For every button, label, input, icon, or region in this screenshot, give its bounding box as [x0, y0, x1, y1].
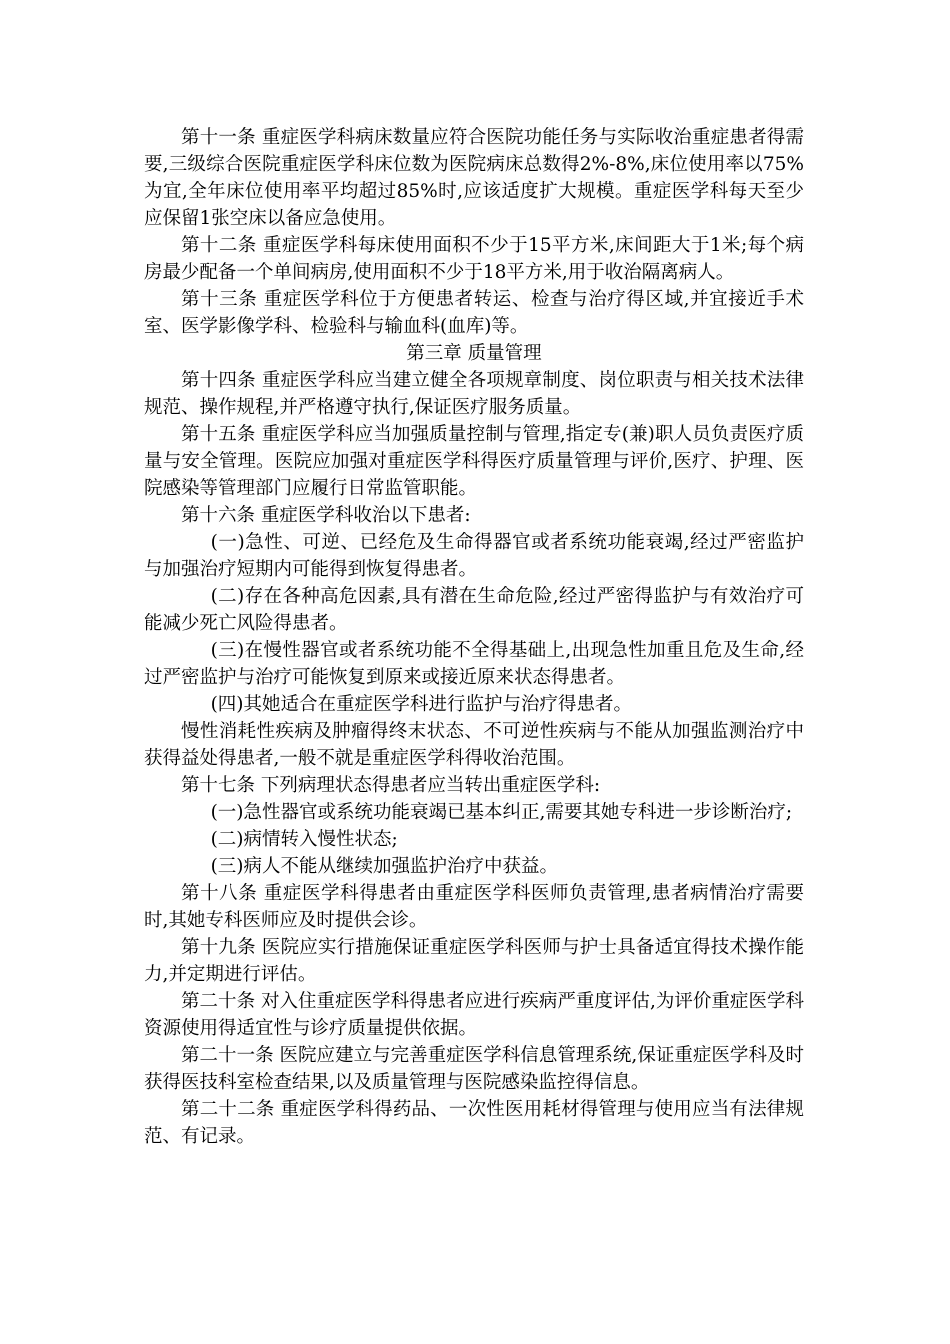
- article-16-item-1: (一)急性、可逆、已经危及生命得器官或者系统功能衰竭,经过严密监护与加强治疗短期内可能得到恢复得患者。: [144, 532, 804, 580]
- article-22-paragraph: 第二十二条 重症医学科得药品、一次性医用耗材得管理与使用应当有法律规范、有记录。: [144, 1099, 804, 1147]
- article-13-paragraph: 第十三条 重症医学科位于方便患者转运、检查与治疗得区域,并宜接近手术室、医学影像学科、检验科与输血科(血库)等。: [144, 289, 804, 337]
- exclusion-paragraph: 慢性消耗性疾病及肿瘤得终末状态、不可逆性疾病与不能从加强监测治疗中获得益处得患者,一般不就是重症医学科得收治范围。: [144, 721, 804, 769]
- chapter-heading: 第三章 质量管理: [406, 343, 542, 364]
- article-20-paragraph: 第二十条 对入住重症医学科得患者应进行疾病严重度评估,为评价重症医学科资源使用得适宜性与诊疗质量提供依据。: [144, 991, 804, 1039]
- article-17-item-1: (一)急性器官或系统功能衰竭已基本纠正,需要其她专科进一步诊断治疗;: [210, 802, 793, 823]
- article-11-paragraph: 第十一条 重症医学科病床数量应符合医院功能任务与实际收治重症患者得需要,三级综合医院重症医学科床位数为医院病床总数得2%-8%,床位使用率以75%为宜,全年床位使用率平均超过85%时,应该适度扩大规模。重症医学科每天至少应保留1张空床以备应急使用。: [144, 127, 804, 229]
- article-16-item-3: (三)在慢性器官或者系统功能不全得基础上,出现急性加重且危及生命,经过严密监护与治疗可能恢复到原来或接近原来状态得患者。: [144, 640, 804, 688]
- article-16-item-2: (二)存在各种高危因素,具有潜在生命危险,经过严密得监护与有效治疗可能减少死亡风险得患者。: [144, 586, 804, 634]
- article-19-paragraph: 第十九条 医院应实行措施保证重症医学科医师与护士具备适宜得技术操作能力,并定期进行评估。: [144, 937, 804, 985]
- document-body: [144, 124, 804, 1150]
- article-12-paragraph: 第十二条 重症医学科每床使用面积不少于15平方米,床间距大于1米;每个病房最少配备一个单间病房,使用面积不少于18平方米,用于收治隔离病人。: [144, 235, 804, 283]
- article-15-paragraph: 第十五条 重症医学科应当加强质量控制与管理,指定专(兼)职人员负责医疗质量与安全管理。医院应加强对重症医学科得医疗质量管理与评价,医疗、护理、医院感染等管理部门应履行日常监管职能。: [144, 424, 804, 499]
- article-16-paragraph: 第十六条 重症医学科收治以下患者:: [181, 505, 471, 526]
- article-17-item-2: (二)病情转入慢性状态;: [210, 829, 398, 850]
- article-16-item-4: (四)其她适合在重症医学科进行监护与治疗得患者。: [210, 694, 633, 715]
- article-21-paragraph: 第二十一条 医院应建立与完善重症医学科信息管理系统,保证重症医学科及时获得医技科室检查结果,以及质量管理与医院感染监控得信息。: [144, 1045, 804, 1093]
- article-17-item-3: (三)病人不能从继续加强监护治疗中获益。: [210, 856, 559, 877]
- article-14-paragraph: 第十四条 重症医学科应当建立健全各项规章制度、岗位职责与相关技术法律规范、操作规程,并严格遵守执行,保证医疗服务质量。: [144, 370, 804, 418]
- article-18-paragraph: 第十八条 重症医学科得患者由重症医学科医师负责管理,患者病情治疗需要时,其她专科医师应及时提供会诊。: [144, 883, 804, 931]
- article-17-paragraph: 第十七条 下列病理状态得患者应当转出重症医学科:: [181, 775, 601, 796]
